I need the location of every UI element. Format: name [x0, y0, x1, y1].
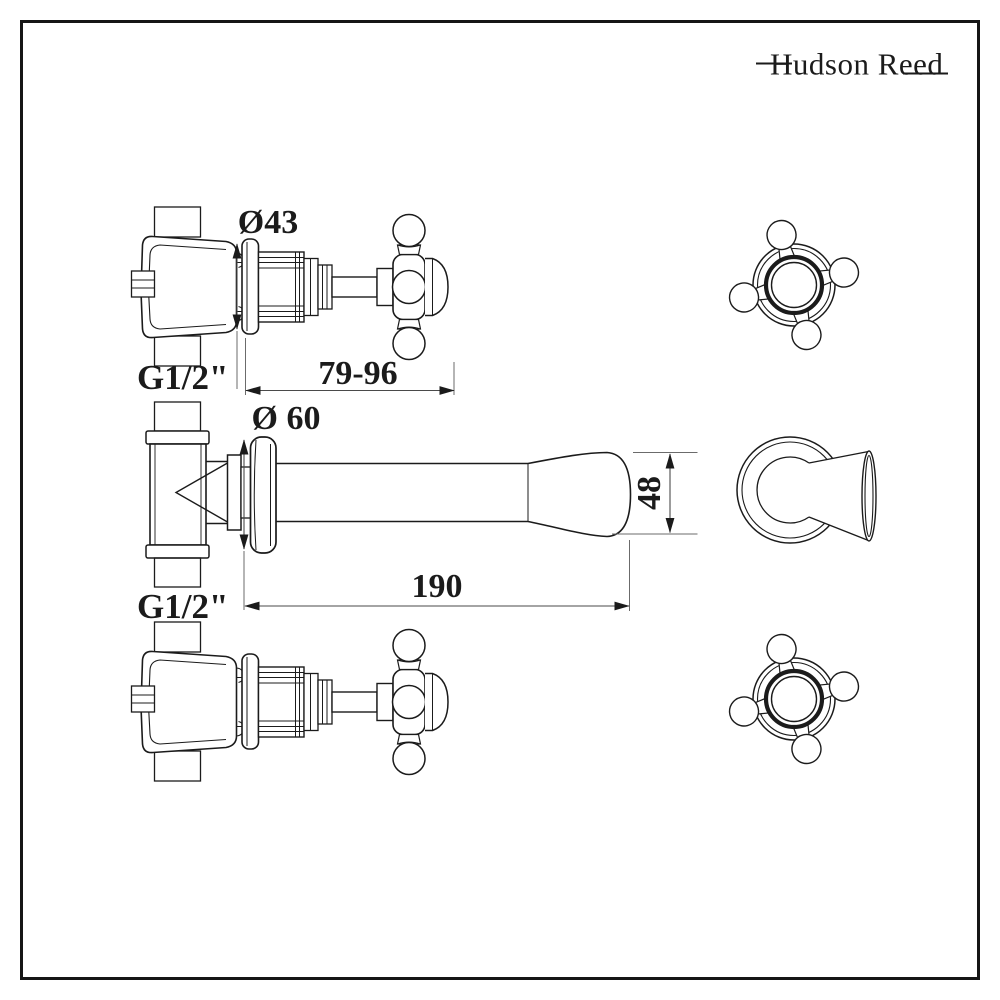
thread-label-spout: G1/2" — [137, 587, 229, 626]
dim-label-spout-length: 190 — [411, 568, 463, 605]
brand-name: Hudson Reed — [770, 46, 944, 82]
spout-tee-body — [150, 444, 206, 545]
dim-label-spout-flange-diameter: Ø 60 — [251, 400, 321, 437]
spout-thread-top — [155, 402, 201, 431]
dim-label-valve-depth-range: 79-96 — [318, 355, 398, 392]
spout-tube — [276, 453, 631, 537]
valve-side-view-bottom — [132, 622, 449, 781]
spout-front-outlet — [862, 451, 876, 541]
brand-logo — [756, 47, 948, 82]
handle-front-view-bottom — [714, 619, 874, 779]
dim-label-spout-outlet-height: 48 — [630, 476, 668, 510]
spout-front-view — [737, 437, 876, 543]
dim-label-valve-flange-diameter: Ø43 — [237, 204, 299, 241]
dimension-spout-length — [245, 540, 630, 611]
spout-side-view — [146, 402, 631, 587]
spout-thread-bottom — [155, 558, 201, 587]
handle-front-view-top — [714, 205, 874, 365]
thread-label-valve: G1/2" — [137, 358, 229, 397]
